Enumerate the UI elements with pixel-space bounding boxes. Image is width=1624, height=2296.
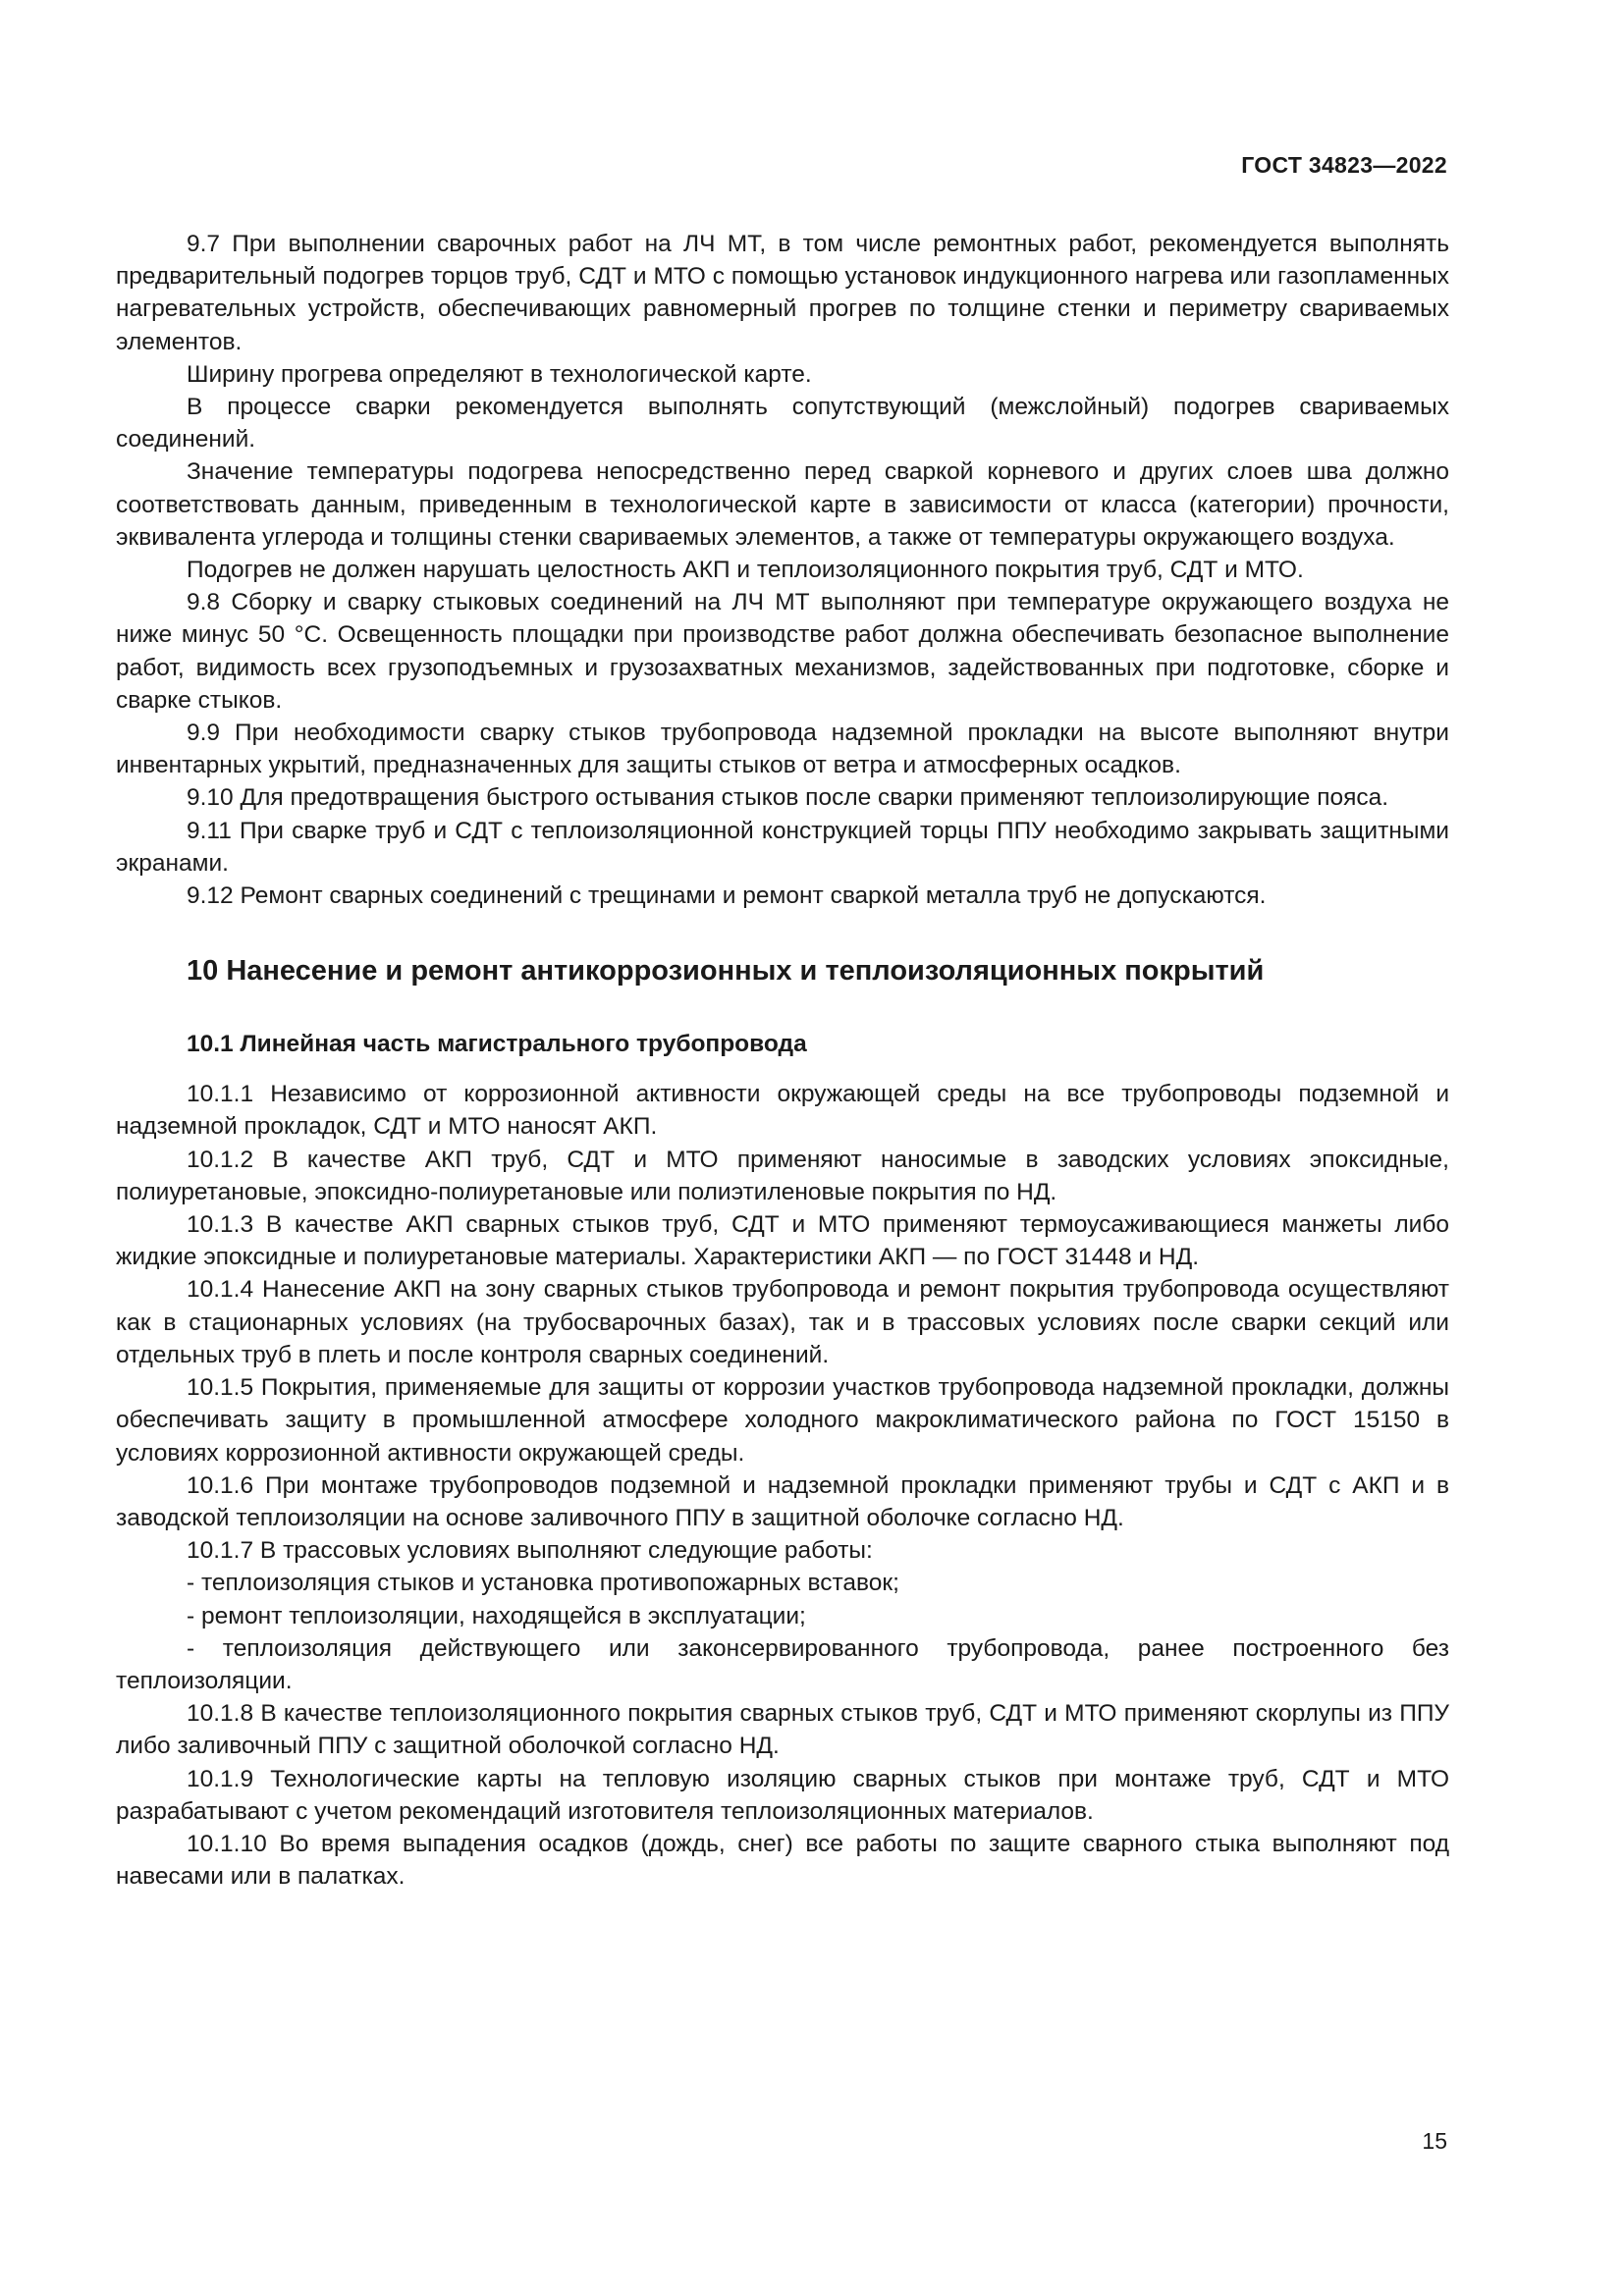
page-number: 15 <box>1422 2128 1447 2154</box>
paragraph-coating-integrity: Подогрев не должен нарушать целостность АКП и теплоизоляционного покрытия труб, СДТ и МТО. <box>187 557 1304 584</box>
paragraph-10-1-7: 10.1.7 В трассовых условиях выполняют следующие работы: <box>187 1537 873 1565</box>
paragraph-heating-temperature: Значение температуры подогрева непосредственно перед сваркой корневого и других слоев шва должно соответствовать данным, приведенным в технологической карте в зависимости от класса (категории) прочности, эквивалента углерода и толщины стенки свариваемых элементов, а также от температуры окружающего воздуха. <box>116 458 1449 551</box>
list-item: - ремонт теплоизоляции, находящейся в эксплуатации; <box>187 1602 806 1629</box>
paragraph-10-1-10: 10.1.10 Во время выпадения осадков (дождь, снег) все работы по защите сварного стыка выполняют под навесами или в палатках. <box>116 1830 1449 1891</box>
document-body <box>116 228 1449 1893</box>
paragraph-10-1-2: 10.1.2 В качестве АКП труб, СДТ и МТО применяют наносимые в заводских условиях эпоксидные, полиуретановые, эпоксидно-полиуретановые или полиэтиленовые покрытия по НД. <box>116 1146 1449 1205</box>
paragraph-9-10: 9.10 Для предотвращения быстрого остывания стыков после сварки применяют теплоизолирующие пояса. <box>187 784 1389 812</box>
section-title-10: 10 Нанесение и ремонт антикоррозионных и теплоизоляционных покрытий <box>187 955 1265 988</box>
paragraph-heating-width: Ширину прогрева определяют в технологической карте. <box>187 360 812 388</box>
paragraph-10-1-6: 10.1.6 При монтаже трубопроводов подземной и надземной прокладки применяют трубы и СДТ с АКП и в заводской теплоизоляции на основе заливочного ППУ в защитной оболочке согласно НД. <box>116 1471 1449 1531</box>
subsection-title-10-1: 10.1 Линейная часть магистрального трубопровода <box>187 1031 807 1058</box>
paragraph-9-12: 9.12 Ремонт сварных соединений с трещинами и ремонт сваркой металла труб не допускаются. <box>187 882 1267 910</box>
paragraph-10-1-8: 10.1.8 В качестве теплоизоляционного покрытия сварных стыков труб, СДТ и МТО применяют скорлупы из ППУ либо заливочный ППУ с защитной оболочкой согласно НД. <box>116 1700 1449 1760</box>
list-item: - теплоизоляция стыков и установка противопожарных вставок; <box>187 1570 899 1597</box>
paragraph-9-8: 9.8 Сборку и сварку стыковых соединений на ЛЧ МТ выполняют при температуре окружающего воздуха не ниже минус 50 °С. Освещенность площадки при производстве работ должна обеспечивать безопасное выполнение работ, видимость всех грузоподъемных и грузозахватных механизмов, задействованных при подготовке, сборке и сварке стыков. <box>116 589 1449 714</box>
list-item: - теплоизоляция действующего или законсервированного трубопровода, ранее построенного без теплоизоляции. <box>116 1634 1449 1694</box>
paragraph-10-1-9: 10.1.9 Технологические карты на тепловую изоляцию сварных стыков при монтаже труб, СДТ и МТО разрабатывают с учетом рекомендаций изготовителя теплоизоляционных материалов. <box>116 1765 1449 1825</box>
paragraph-10-1-3: 10.1.3 В качестве АКП сварных стыков труб, СДТ и МТО применяют термоусаживающиеся манжеты либо жидкие эпоксидные и полиуретановые материалы. Характеристики АКП — по ГОСТ 31448 и НД. <box>116 1211 1449 1271</box>
paragraph-10-1-5: 10.1.5 Покрытия, применяемые для защиты от коррозии участков трубопровода надземной прокладки, должны обеспечивать защиту в промышленной атмосфере холодного макроклиматического района по ГОСТ 15150 в условиях коррозионной активности окружающей среды. <box>116 1374 1449 1467</box>
paragraph-9-9: 9.9 При необходимости сварку стыков трубопровода надземной прокладки на высоте выполняют внутри инвентарных укрытий, предназначенных для защиты стыков от ветра и атмосферных осадков. <box>116 720 1449 779</box>
paragraph-interlayer-heating: В процессе сварки рекомендуется выполнять сопутствующий (межслойный) подогрев свариваемых соединений. <box>116 394 1449 454</box>
paragraph-10-1-1: 10.1.1 Независимо от коррозионной активности окружающей среды на все трубопроводы подземной и надземной прокладок, СДТ и МТО наносят АКП. <box>116 1081 1449 1141</box>
paragraph-10-1-4: 10.1.4 Нанесение АКП на зону сварных стыков трубопровода и ремонт покрытия трубопровода осуществляют как в стационарных условиях (на трубосварочных базах), так и в трассовых условиях после сварки секций или отдельных труб в плеть и после контроля сварных соединений. <box>116 1276 1449 1368</box>
paragraph-9-11: 9.11 При сварке труб и СДТ с теплоизоляционной конструкцией торцы ППУ необходимо закрывать защитными экранами. <box>116 817 1449 877</box>
paragraph-9-7: 9.7 При выполнении сварочных работ на ЛЧ МТ, в том числе ремонтных работ, рекомендуется выполнять предварительный подогрев торцов труб, СДТ и МТО с помощью установок индукционного нагрева или газопламенных нагревательных устройств, обеспечивающих равномерный прогрев по толщине стенки и периметру свариваемых элементов. <box>116 231 1449 355</box>
standard-id-header: ГОСТ 34823—2022 <box>1241 152 1447 178</box>
